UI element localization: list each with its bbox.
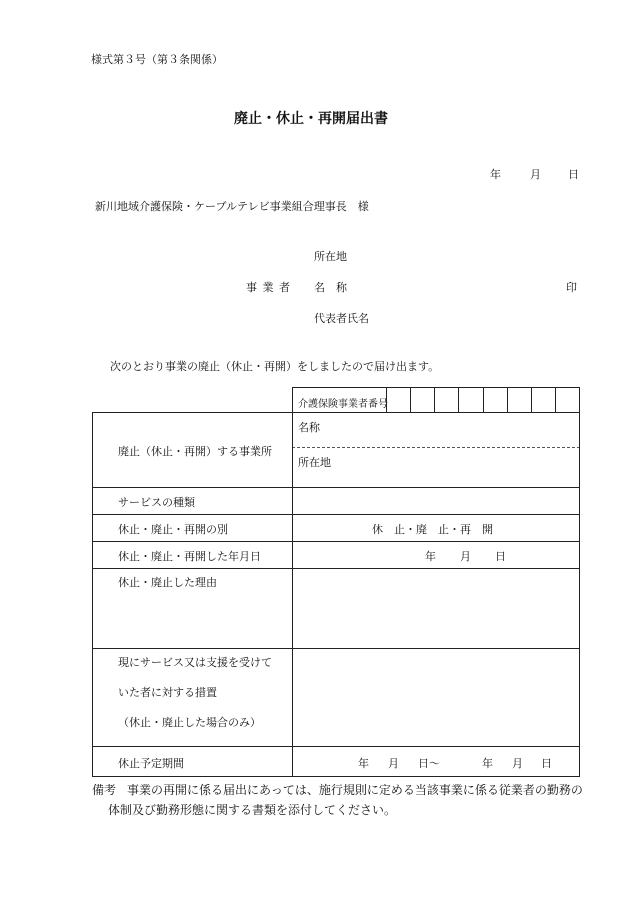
page-title: 廃止・休止・再開届出書 xyxy=(234,111,388,127)
period-month-2: 月 xyxy=(512,757,523,770)
period-month-1: 月 xyxy=(388,757,399,770)
period-year-1: 年 xyxy=(358,757,369,770)
seal-mark: 印 xyxy=(566,281,577,294)
measures-line-3: （休止・廃止した場合のみ） xyxy=(118,716,261,729)
office-label: 廃止（休止・再開）する事業所 xyxy=(118,445,272,458)
date-year-label: 年 xyxy=(490,168,501,181)
office-name-label: 名称 xyxy=(298,421,320,434)
resume-date-month: 月 xyxy=(460,550,471,563)
date-label: 休止・廃止・再開した年月日 xyxy=(118,550,261,563)
address-label: 所在地 xyxy=(314,250,347,263)
reason-label: 休止・廃止した理由 xyxy=(118,576,217,589)
category-value: 休 止・廃 止・再 開 xyxy=(372,523,493,536)
remarks-line-2: 体制及び勤務形態に関する書類を添付してください。 xyxy=(108,803,397,817)
business-label: 事業者 xyxy=(246,281,296,294)
office-address-label: 所在地 xyxy=(298,456,331,469)
remarks-line-1: 事業の再開に係る届出にあっては、施行規則に定める当該事業に係る従業者の勤務の xyxy=(127,783,583,797)
remarks-label: 備考 xyxy=(92,783,117,797)
date-month-label: 月 xyxy=(530,168,541,181)
intro-text: 次のとおり事業の廃止（休止・再開）をしましたので届け出ます。 xyxy=(110,360,440,373)
form-number: 様式第３号（第３条関係） xyxy=(91,53,223,66)
measures-line-1: 現にサービス又は支援を受けて xyxy=(118,656,272,669)
period-day-2: 日 xyxy=(541,757,552,770)
resume-date-day: 日 xyxy=(495,550,506,563)
provider-number-label: 介護保険事業者番号 xyxy=(298,399,388,410)
category-label: 休止・廃止・再開の別 xyxy=(118,523,228,536)
resume-date-year: 年 xyxy=(425,550,436,563)
date-day-label: 日 xyxy=(568,168,579,181)
name-label: 名 称 xyxy=(314,281,347,294)
period-day-1: 日～ xyxy=(418,757,440,770)
period-year-2: 年 xyxy=(482,757,493,770)
addressee: 新川地域介護保険・ケーブルテレビ事業組合理事長 様 xyxy=(95,200,369,213)
period-label: 休止予定期間 xyxy=(118,757,184,770)
measures-line-2: いた者に対する措置 xyxy=(118,686,217,699)
representative-label: 代表者氏名 xyxy=(314,312,369,325)
service-type-label: サービスの種類 xyxy=(118,496,195,509)
